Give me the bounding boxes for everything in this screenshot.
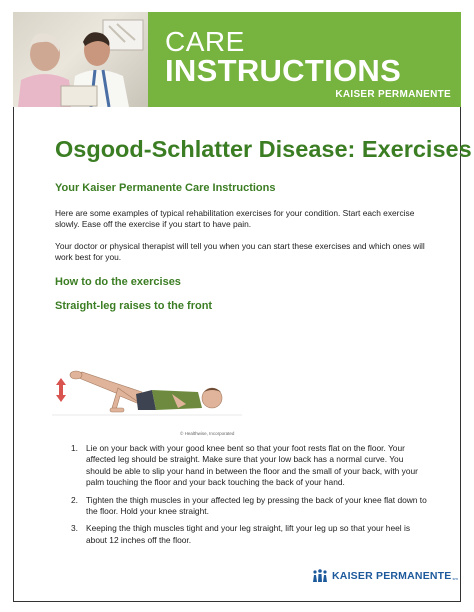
page-title: Osgood-Schlatter Disease: Exercises bbox=[55, 136, 472, 162]
banner-brand: KAISER PERMANENTE bbox=[335, 89, 451, 100]
header-photo bbox=[13, 12, 148, 107]
section-heading: How to do the exercises bbox=[55, 276, 181, 288]
list-item: 3. Keeping the thigh muscles tight and your leg straight, lift your leg up so that your heel is about 12 inches off the floor. bbox=[71, 523, 411, 545]
care-instructions-heading: Your Kaiser Permanente Care Instructions bbox=[55, 182, 276, 194]
exercise-illustration bbox=[52, 358, 242, 430]
doctor-patient-photo bbox=[13, 12, 148, 107]
list-item: 2. Tighten the thigh muscles in your affected leg by pressing the back of your knee flat down to the floor. Hold your knee straight. bbox=[71, 494, 427, 517]
footer-logo bbox=[312, 569, 458, 583]
footer-logo-mark: sm bbox=[452, 576, 458, 581]
steps-list bbox=[58, 443, 428, 552]
people-logo-icon bbox=[312, 569, 328, 583]
header-banner bbox=[148, 12, 461, 107]
footer-logo-text: KAISER PERMANENTE bbox=[332, 570, 452, 582]
list-item: 1. Lie on your back with your good knee bent so that your foot rests flat on the floor. Your affected leg should be straight. Make sure that your low back has a normal curve. You should be able to slip your hand in between the floor and the small of your back, with your palm touching the floor and your back touching the back of your hand. bbox=[71, 443, 418, 488]
step-text: Lie on your back with your good knee bent so that your foot rests flat on the floor. Your affected leg should be straight. Make sure that your low back has a normal curve. You should be able to slip your hand in between the floor and the small of your back, with your palm touching the floor and your back touching the back of your hand. bbox=[86, 443, 418, 488]
intro-paragraph-1: Here are some examples of typical rehabilitation exercises for your condition. Start each exercise slowly. Ease off the exercise if you start to have pain. bbox=[55, 208, 415, 230]
up-down-arrow-icon bbox=[56, 378, 66, 402]
exercise-heading: Straight-leg raises to the front bbox=[55, 300, 213, 312]
intro-paragraph-2: Your doctor or physical therapist will tell you when you can start these exercises and which ones will work best for you. bbox=[55, 241, 425, 263]
banner-instructions-text: INSTRUCTIONS bbox=[165, 53, 402, 88]
image-credit: © Healthwise, Incorporated bbox=[180, 431, 235, 436]
banner-care-text: CARE bbox=[165, 26, 245, 57]
step-text: Keeping the thigh muscles tight and your leg straight, lift your leg up so that your heel is about 12 inches off the floor. bbox=[86, 523, 411, 545]
step-text: Tighten the thigh muscles in your affected leg by pressing the back of your knee flat down to the floor. Hold your knee straight. bbox=[86, 494, 427, 517]
